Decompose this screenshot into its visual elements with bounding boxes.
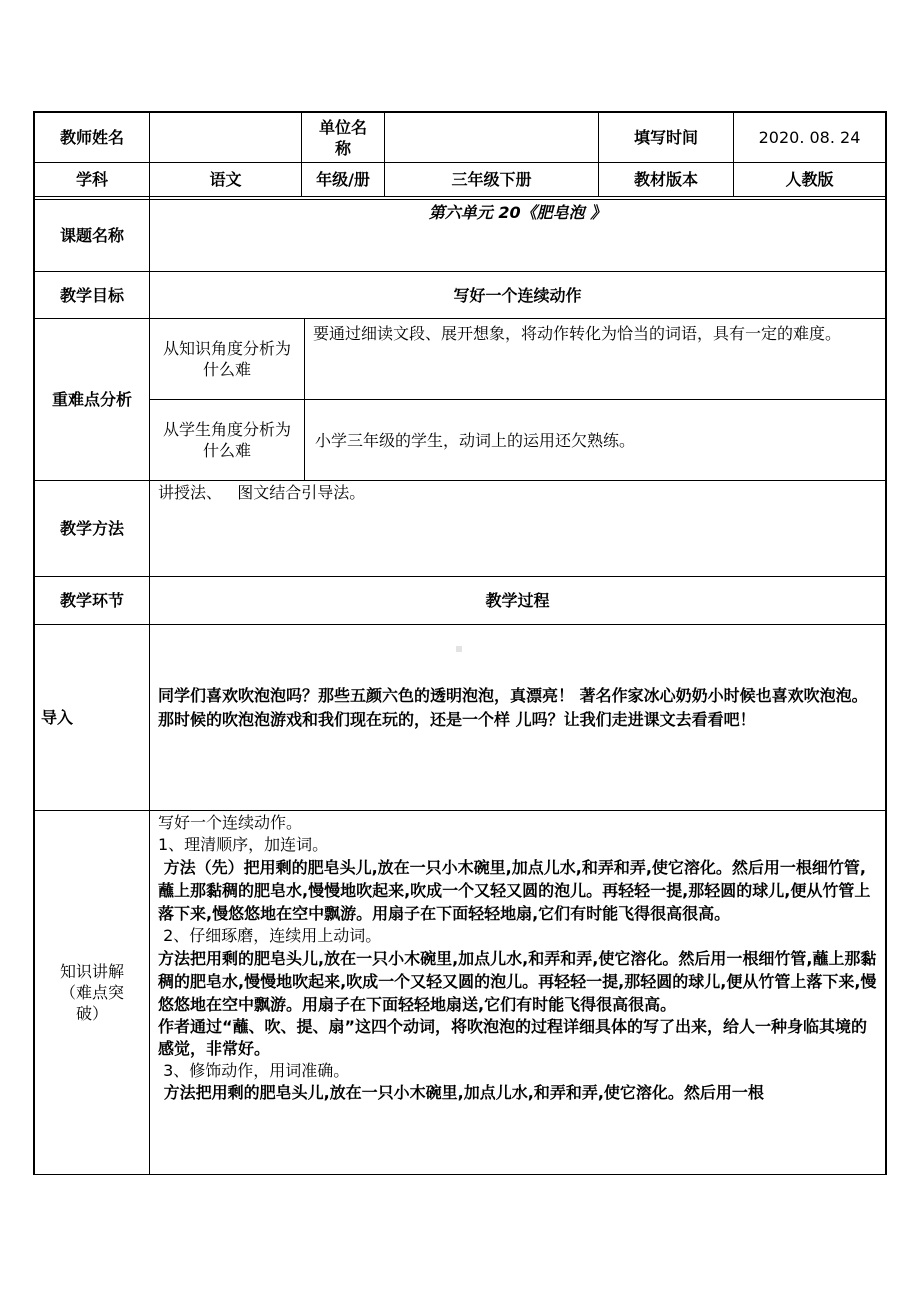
table-line-h2 bbox=[33, 196, 887, 197]
knowledge-label bbox=[35, 811, 149, 1174]
method-text: 讲授法、 图文结合引导法。 bbox=[158, 483, 366, 502]
intro-text: 同学们喜欢吹泡泡吗？那些五颜六色的透明泡泡，真漂亮！ 著名作家冰心奶奶小时候也喜欢吹泡泡。那时候的吹泡泡游戏和我们现在玩的，还是一个样 儿吗？让我们走进课文去看看吧！ bbox=[158, 686, 868, 729]
teacher-name-label: 教师姓名 bbox=[59, 128, 124, 147]
fill-time-label: 填写时间 bbox=[633, 128, 698, 147]
knowledge-angle-text: 要通过细读文段、展开想象，将动作转化为恰当的词语，具有一定的难度。 bbox=[313, 324, 842, 343]
unit-name-label: 单位名称 bbox=[318, 117, 367, 158]
table-line-v6 bbox=[304, 318, 305, 481]
subject-label: 学科 bbox=[75, 170, 108, 189]
edition-value: 人教版 bbox=[785, 170, 834, 189]
table-border-right bbox=[885, 111, 887, 1175]
fill-time-value[interactable]: 2020. 08. 24 bbox=[758, 128, 861, 147]
edition-label: 教材版本 bbox=[633, 170, 698, 189]
teacher-name-value[interactable] bbox=[150, 113, 301, 162]
knowledge-content bbox=[158, 812, 880, 1174]
method-label: 教学方法 bbox=[59, 519, 124, 538]
knowledge-line-5: 方法把用剩的肥皂头儿,放在一只小木碗里,加点儿水,和弄和弄,使它溶化。然后用一根细竹管,蘸上那黏稠的肥皂水,慢慢地吹起来,吹成一个又轻又圆的泡儿。再轻轻一提,那轻圆的球儿,便从竹管上落下来,慢悠悠地在空中飘游。用扇子在下面轻轻地扇送,它们有时能飞得很高很高。 bbox=[158, 949, 877, 1014]
intro-label: 导入 bbox=[41, 708, 74, 727]
table-line-h7 bbox=[33, 480, 887, 481]
process-label: 教学环节 bbox=[59, 591, 124, 610]
analysis-label: 重难点分析 bbox=[51, 390, 132, 409]
knowledge-angle-label: 从知识角度分析为什么难 bbox=[162, 339, 291, 379]
table-line-v1 bbox=[149, 111, 150, 1175]
student-angle-text: 小学三年级的学生，动词上的运用还欠熟练。 bbox=[315, 430, 636, 450]
knowledge-line-4: 2、仔细琢磨，连续用上动词。 bbox=[158, 926, 382, 945]
knowledge-line-6: 作者通过“蘸、吹、提、扇”这四个动词，将吹泡泡的过程详细具体的写了出来，给人一种身临其境的感觉，非常好。 bbox=[158, 1017, 868, 1058]
topic-value: 第六单元 20《肥皂泡 》 bbox=[428, 203, 607, 222]
goal-value: 写好一个连续动作 bbox=[453, 285, 582, 305]
table-line-h3 bbox=[33, 199, 887, 200]
decorative-dot bbox=[456, 646, 462, 652]
student-angle-label: 从学生角度分析为什么难 bbox=[162, 420, 291, 460]
grade-value: 三年级下册 bbox=[451, 170, 532, 189]
knowledge-line-8: 方法把用剩的肥皂头儿,放在一只小木碗里,加点儿水,和弄和弄,使它溶化。然后用一根 bbox=[158, 1083, 764, 1102]
goal-label: 教学目标 bbox=[59, 285, 124, 305]
grade-label: 年级/册 bbox=[316, 170, 370, 189]
table-line-h9 bbox=[33, 624, 887, 625]
knowledge-line-1: 写好一个连续动作。 bbox=[158, 813, 303, 832]
process-value: 教学过程 bbox=[485, 591, 550, 610]
subject-value: 语文 bbox=[209, 170, 242, 189]
knowledge-line-7: 3、修饰动作，用词准确。 bbox=[158, 1061, 350, 1080]
table-line-h10 bbox=[33, 810, 887, 811]
unit-name-value[interactable] bbox=[385, 113, 598, 162]
knowledge-label-text: 知识讲解（难点突破） bbox=[59, 962, 124, 1023]
knowledge-line-3: 方法（先）把用剩的肥皂头儿,放在一只小木碗里,加点儿水,和弄和弄,使它溶化。然后用一根细竹管,蘸上那黏稠的肥皂水,慢慢地吹起来,吹成一个又轻又圆的泡儿。再轻轻一提,那轻圆的球儿,便从竹管上落下来,慢悠悠地在空中飘游。用扇子在下面轻轻地扇,它们有时能飞得很高很高。 bbox=[158, 858, 871, 923]
table-border-bottom bbox=[33, 1174, 887, 1175]
topic-label: 课题名称 bbox=[59, 226, 124, 245]
knowledge-line-2: 1、理清顺序，加连词。 bbox=[158, 835, 329, 854]
